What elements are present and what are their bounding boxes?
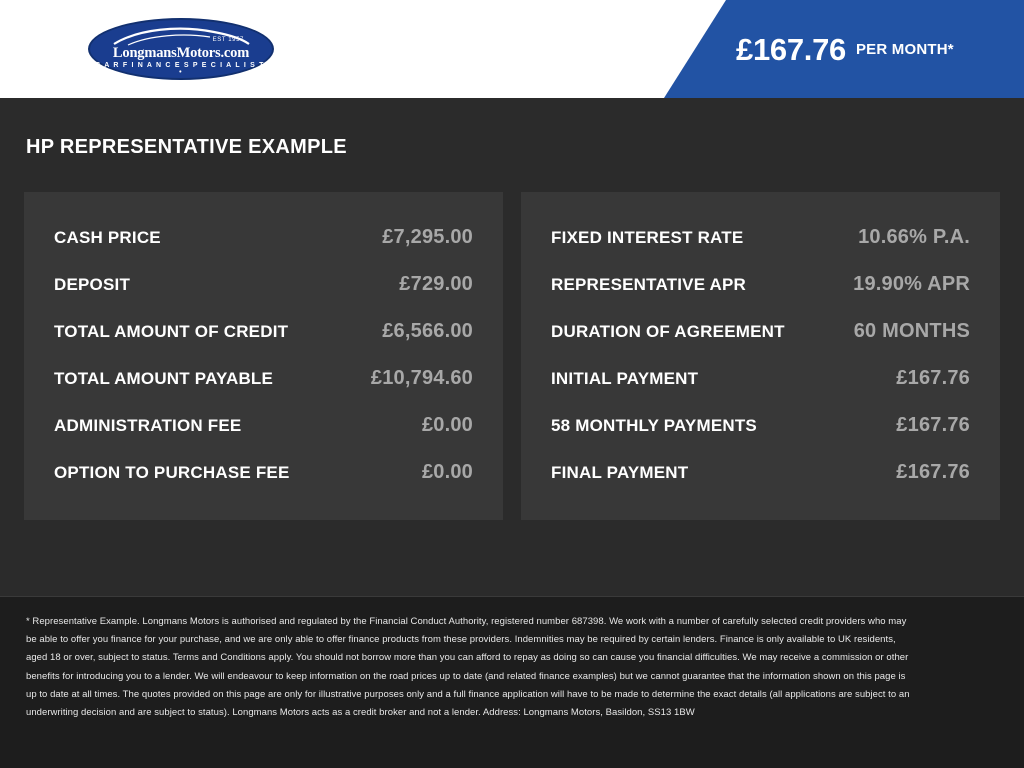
disclaimer-text: * Representative Example. Longmans Motors is authorised and regulated by the Financial Conduct Authority, registered number 687398. We work with a number of carefully selected credit providers who may be able to offer you finance for your purchase, and we are only able to offer finance products from these providers. Indemnities may be required by certain lenders. Finance is only available to UK residents, aged 18 or over, subject to status. Terms and Conditions apply. You should not borrow more than you can afford to repay as doing so can cause you financial difficulties. We may receive a commission or other benefits for introducing you to a lender. We will endeavour to keep information on the road prices up to date (and related finance examples) but we cannot guarantee that the information shown on this page is up to date at all times. The quotes provided on this page are only for illustrative purposes only and a full finance application will have to be made to determine the exact details (all applications are subject to an underwriting decision and are subject to status). Longmans Motors acts as a credit broker and not a lender. Address: Longmans Motors, Basildon, SS13 1BW <box>26 616 910 719</box>
logo-established: EST 1957 <box>212 37 244 43</box>
logo-brand-text: LongmansMotors.com <box>112 45 250 61</box>
main-content <box>0 98 1024 768</box>
table-row <box>54 449 473 496</box>
table-row <box>54 402 473 449</box>
table-row <box>551 214 970 261</box>
row-label: ADMINISTRATION FEE <box>54 416 242 435</box>
table-row <box>551 261 970 308</box>
row-value: £729.00 <box>399 273 473 295</box>
table-row <box>54 214 473 261</box>
row-value: 10.66% P.A. <box>858 226 970 248</box>
row-value: £0.00 <box>421 461 473 483</box>
row-value: £6,566.00 <box>382 320 473 342</box>
row-value: £10,794.60 <box>370 367 473 389</box>
right-details-panel <box>521 192 1000 520</box>
row-value: £7,295.00 <box>382 226 473 248</box>
row-label: TOTAL AMOUNT PAYABLE <box>54 369 274 388</box>
row-value: £167.76 <box>896 461 970 483</box>
row-label: FIXED INTEREST RATE <box>551 228 744 247</box>
row-value: £167.76 <box>896 367 970 389</box>
row-label: FINAL PAYMENT <box>551 463 689 482</box>
table-row <box>54 308 473 355</box>
row-label: 58 MONTHLY PAYMENTS <box>551 416 757 435</box>
logo-tagline: • C A R F I N A N C E S P E C I A L I S T S • <box>88 62 274 76</box>
disclaimer-footer <box>0 596 1024 768</box>
page-title: HP REPRESENTATIVE EXAMPLE <box>26 136 347 158</box>
row-value: 19.90% APR <box>853 273 970 295</box>
company-logo[interactable] <box>88 18 274 80</box>
row-label: REPRESENTATIVE APR <box>551 275 747 294</box>
table-row <box>551 355 970 402</box>
price-amount: £167.76 <box>736 31 846 67</box>
table-row <box>551 402 970 449</box>
left-details-panel <box>24 192 503 520</box>
price-suffix: PER MONTH* <box>855 40 954 58</box>
row-value: £0.00 <box>421 414 473 436</box>
page-header <box>0 0 1024 98</box>
row-label: TOTAL AMOUNT OF CREDIT <box>54 322 289 341</box>
table-row <box>551 308 970 355</box>
table-row <box>54 261 473 308</box>
row-label: DEPOSIT <box>54 275 131 294</box>
row-value: 60 MONTHS <box>853 320 970 342</box>
row-label: INITIAL PAYMENT <box>551 369 699 388</box>
row-value: £167.76 <box>896 414 970 436</box>
row-label: DURATION OF AGREEMENT <box>551 322 785 341</box>
row-label: OPTION TO PURCHASE FEE <box>54 463 290 482</box>
table-row <box>54 355 473 402</box>
monthly-price-banner <box>724 0 1024 98</box>
finance-details-panels <box>0 159 1024 520</box>
row-label: CASH PRICE <box>54 228 161 247</box>
table-row <box>551 449 970 496</box>
